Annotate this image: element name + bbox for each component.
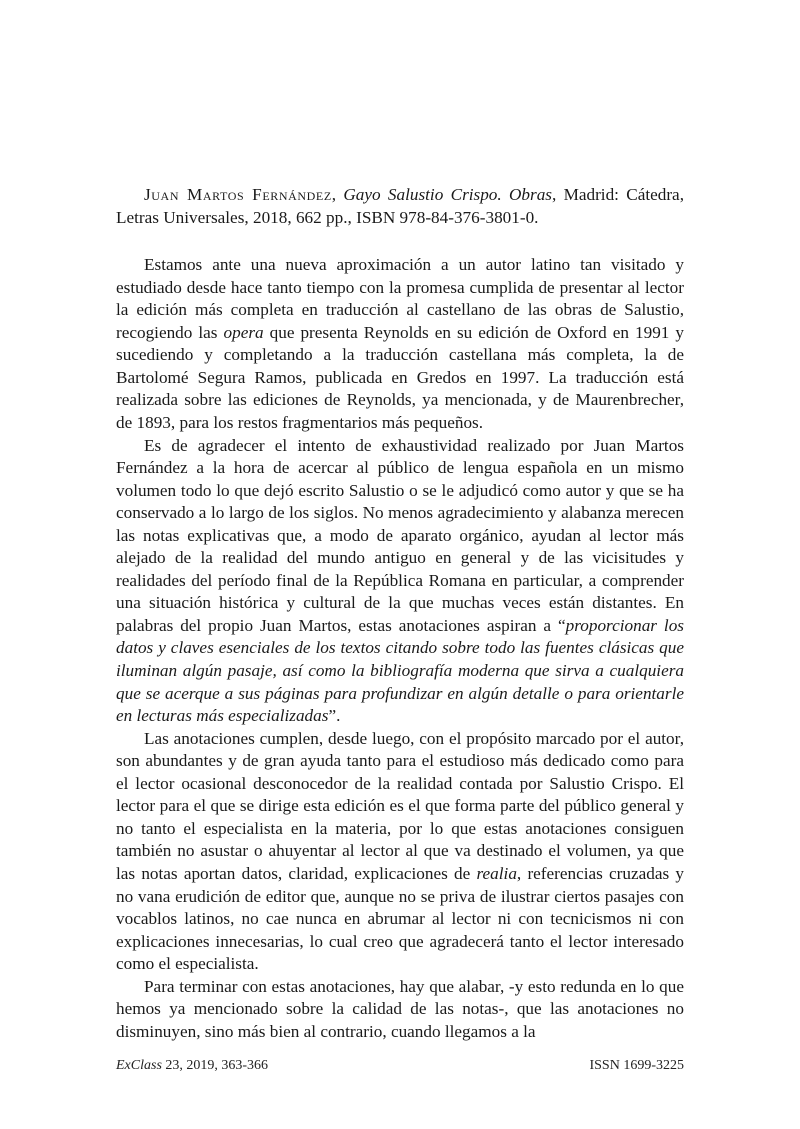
italic-quotation: proporcionar los datos y claves esenciales de los textos citando sobre todo las fuentes clásicas que iluminan algún pasaje, así como la bibliografía moderna que sirva a cualquiera que se acerque a sus páginas para profundizar en algún detalle o para orientarle en lecturas más especializadas — [116, 615, 684, 726]
footer-issn: ISSN 1699-3225 — [589, 1058, 684, 1073]
reference-title: Gayo Salustio Crispo. Obras — [343, 185, 552, 204]
text-segment: Para terminar con estas anotaciones, hay que alabar, -y esto redunda en lo que hemos ya mencionado sobre la calidad de las notas-, que las anotaciones no disminuyen, sino más bien al contrario, cuando llegamos a la — [116, 976, 684, 1041]
text-segment: ”. — [328, 706, 341, 726]
page-footer — [116, 1058, 684, 1074]
footer-citation — [116, 1058, 268, 1074]
journal-name: ExClass — [116, 1058, 162, 1073]
paragraph-1 — [116, 254, 684, 434]
reference-author: Juan Martos Fernández — [144, 185, 332, 204]
volume-pages: 23, 2019, 363-366 — [161, 1058, 269, 1073]
book-reference: Juan Martos Fernández, Gayo Salustio Crispo. Obras, Madrid: Cátedra, Letras Universales, 2018, 662 pp., ISBN 978-84-376-3801-0. — [116, 185, 684, 227]
reference-details: , Madrid: Cátedra, Letras Universales, 2018, 662 pp., ISBN 978-84-376-3801-0. — [116, 185, 684, 227]
review-body — [116, 254, 684, 1043]
page-content — [116, 184, 684, 1043]
paragraph-3 — [116, 728, 684, 976]
text-segment: , referencias cruzadas y no vana erudición de editor que, aunque no se priva de ilustrar ciertos pasajes con vocablos latinos, no cae nunca en abrumar al lector ni con tecnicismos ni con explicaciones innecesarias, lo cual creo que agradecerá tanto el lector interesado como el especialista. — [116, 863, 684, 974]
text-segment: Estamos ante una nueva aproximación a un autor latino tan visitado y estudiado desde hace tanto tiempo con la promesa cumplida de presentar al lector la edición más completa en traducción al castellano de las obras de Salustio, recogiendo las — [116, 255, 684, 342]
italic-term: opera — [223, 322, 264, 342]
text-segment: Es de agradecer el intento de exhaustividad realizado por Juan Martos Fernández a la hora de acercar al público de lengua española en un mismo volumen todo lo que dejó escrito Salustio o se le adjudicó como autor y que se ha conservado a lo largo de los siglos. No menos agradecimiento y alabanza merecen las notas explicativas que, a modo de aparato orgánico, ayudan al lector más alejado de la realidad del mundo antiguo en general y de las vicisitudes y realidades del período final de la República Romana en particular, a comprender una situación histórica y cultural de la que muchas veces están distantes. En palabras del propio Juan Martos, estas anotaciones aspiran a “ — [116, 435, 684, 635]
paragraph-2 — [116, 435, 684, 728]
italic-term: realia — [476, 863, 517, 883]
text-segment: que presenta Reynolds en su edición de Oxford en 1991 y sucediendo y completando a la traducción castellana más completa, la de Bartolomé Segura Ramos, publicada en Gredos en 1997. La traducción está realizada sobre las ediciones de Reynolds, ya mencionada, y de Maurenbrecher, de 1893, para los restos fragmentarios más pequeños. — [116, 322, 684, 433]
text-segment: Las anotaciones cumplen, desde luego, con el propósito marcado por el autor, son abundantes y de gran ayuda tanto para el estudioso más dedicado como para el lector ocasional desconocedor de la realidad contada por Salustio Crispo. El lector para el que se dirige esta edición es el que forma parte del público general y no tanto el especialista en la materia, por lo que estas anotaciones consiguen también no asustar o ahuyentar al lector al que va destinado el volumen, ya que las notas aportan datos, claridad, explicaciones de — [116, 728, 684, 883]
paragraph-4 — [116, 976, 684, 1044]
